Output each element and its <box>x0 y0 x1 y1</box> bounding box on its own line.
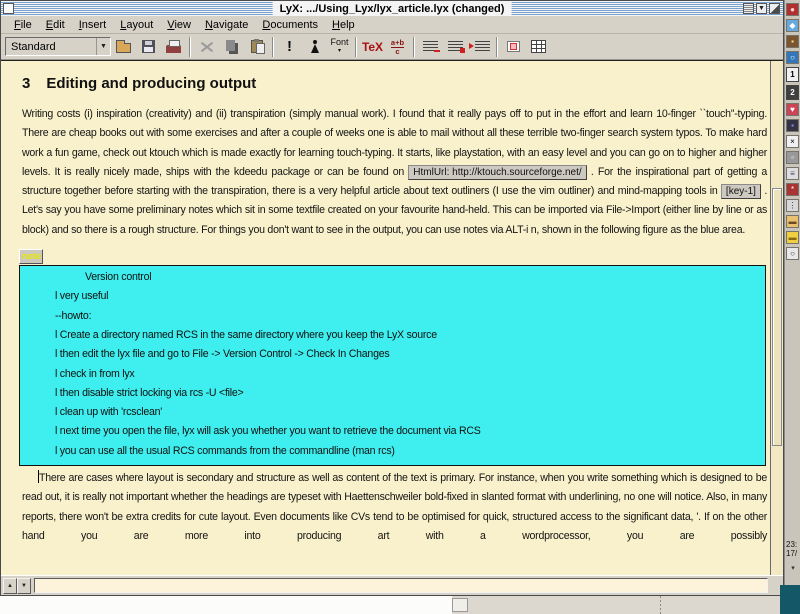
panel-app-icon-8[interactable]: ▫ <box>786 151 799 164</box>
panel-hide-button[interactable]: ▾ <box>791 565 795 572</box>
note-line: l clean up with 'rcsclean' <box>55 406 163 419</box>
vertical-scrollbar[interactable] <box>770 61 783 575</box>
font-icon: Font ▾ <box>330 36 349 54</box>
margin-note-icon <box>448 41 463 52</box>
panel-app-icon-7[interactable]: × <box>786 135 799 148</box>
emphasis-button[interactable] <box>277 35 302 59</box>
section-number: 3 <box>22 75 31 92</box>
note-line: l very useful <box>55 290 109 303</box>
paragraph-2-text: There are cases where layout is secondary and structure as well as content of the text is primary. For instance, when you write something which is designed to be read out, it is really not important whether the headings are typeset with Haettenschweiler bold-fixed in slanted format with underlining, no one will notice. Also, in many reports, there won't be extra credits for cute layout. Even documents like CVs tend to be optimised for quick, structured access to the significant data, '. If on the other hand you are more into producing art with a wordprocessor, you are possibly <box>22 472 768 542</box>
document-canvas[interactable] <box>1 61 770 575</box>
panel-app-icon-9[interactable]: ≡ <box>786 167 799 180</box>
scroll-down-button[interactable]: ▼ <box>17 578 31 594</box>
note-line: Version control <box>85 271 152 284</box>
note-line: l then edit the lyx file and go to File -> Version Control -> Check In Changes <box>55 348 390 361</box>
toolbar-separator <box>189 37 191 57</box>
menu-item[interactable]: Insert <box>78 18 107 31</box>
menu-item[interactable]: File <box>14 18 32 31</box>
panel-app-icon-3[interactable]: ▪ <box>786 35 799 48</box>
margin-note-button[interactable] <box>443 35 468 59</box>
toolbar-separator <box>496 37 498 57</box>
note-line: l check in from lyx <box>55 367 135 380</box>
save-floppy-icon <box>142 40 155 53</box>
scrollbar-thumb[interactable] <box>772 188 782 446</box>
copy-icon <box>226 40 235 51</box>
minibuffer-input[interactable] <box>34 578 768 593</box>
figure-icon <box>507 41 520 52</box>
print-button[interactable] <box>161 35 186 59</box>
paragraph-1: Writing costs (i) inspiration (creativity) and (ii) transpiration (simply manual work). I found that it really pays off to put in the effort and learn 10-finger ``touch''-typing. There are cheap books out with some exercises and after a couple of weeks one is able to mail without all these terrible two-finger search system typos. To make hard work a fun game, check out ktouch which is made exactly for learning touch-typing. It starts, like playstation, with an easy level and you can go on to higher and higher levels. It is really nicely made, ships with the kdeedu package or can be found on HtmlUrl: http://ktouch.sourceforge.net/ . For the inspirational part of getting a structure together before starting with the transpiration, there is a very helpful article about text outliners (I use the vim outliner) and mind-mapping tools in [key-1] . Let's say you have some preliminary notes which sit in some textfile created on your favourite hand-held. This can be imported via File->Import (either line by line or as block) and so there is a rough structure. For things you don't want to see in the output, you can use notes via ALT-i n, shown in the following figure as the blue area. <box>22 108 768 236</box>
tex-mode-button[interactable] <box>360 35 385 59</box>
pager-desktop-2[interactable]: 2 <box>786 85 799 100</box>
panel-folder-open-icon[interactable]: ▬ <box>786 231 799 244</box>
panel-icon-stack <box>785 3 800 260</box>
copy-button[interactable] <box>219 35 244 59</box>
pager-desktop-1[interactable]: 1 <box>786 67 799 82</box>
save-button[interactable] <box>136 35 161 59</box>
tex-icon: TeX <box>361 39 384 54</box>
window-title: LyX: .../Using_Lyx/lyx_article.lyx (changed) <box>273 2 512 16</box>
menu-item[interactable]: View <box>167 18 191 31</box>
insert-table-button[interactable] <box>526 35 551 59</box>
clock-date: 17/ <box>786 549 798 558</box>
kde-panel <box>784 0 800 586</box>
paste-clipboard-icon <box>251 40 263 53</box>
math-fraction-icon: $\frac{a+b}{c}$ <box>390 37 405 56</box>
clock-time: 23: <box>786 540 798 549</box>
exclamation-icon: ! <box>287 38 292 55</box>
panel-app-icon-10[interactable]: * <box>786 183 799 196</box>
minibuffer-bar <box>1 575 783 595</box>
table-grid-icon <box>531 40 546 53</box>
panel-app-icon-1[interactable]: ● <box>786 3 799 16</box>
toolbar-separator <box>355 37 357 57</box>
titlebar[interactable] <box>1 1 783 16</box>
scissors-icon <box>200 40 214 53</box>
panel-app-icon-2[interactable]: ◆ <box>786 19 799 32</box>
background-window-divider <box>660 596 661 614</box>
depth-button[interactable] <box>468 35 493 59</box>
paragraph-style-combo[interactable] <box>5 37 111 56</box>
menu-item[interactable]: Navigate <box>204 18 249 31</box>
background-window-fragment <box>0 596 452 614</box>
footnote-button[interactable] <box>418 35 443 59</box>
panel-app-icon-6[interactable]: ▪ <box>786 119 799 132</box>
desktop-background <box>0 596 784 614</box>
scroll-up-button[interactable]: ▲ <box>3 578 17 594</box>
note-line: l you can use all the usual RCS commands from the commandline (man rcs) <box>55 444 395 457</box>
background-window-teal <box>780 585 800 614</box>
insert-figure-button[interactable] <box>501 35 526 59</box>
note-line: --howto: <box>55 309 92 322</box>
note-line: l next time you open the file, lyx will ask you whether you want to retrieve the document via RCS <box>55 425 481 438</box>
section-title: Editing and producing output <box>46 75 257 92</box>
note-line: l Create a directory named RCS in the same directory where you keep the LyX source <box>55 328 437 341</box>
menu-item[interactable]: Documents <box>262 18 319 31</box>
section-heading <box>22 75 770 92</box>
open-folder-icon <box>116 43 131 53</box>
document-area <box>1 60 783 575</box>
math-mode-button[interactable] <box>385 35 410 59</box>
inset-chip[interactable]: [key-1] <box>721 184 761 199</box>
window-menu-button[interactable] <box>3 3 14 14</box>
panel-clock <box>786 540 797 558</box>
paragraph-style-value: Standard <box>11 40 56 53</box>
noun-button[interactable] <box>302 35 327 59</box>
toolbar <box>1 34 783 60</box>
paragraph-2 <box>22 469 767 546</box>
combo-dropdown-icon: ▼ <box>96 38 110 55</box>
toolbar-separator <box>272 37 274 57</box>
shade-button[interactable] <box>743 3 754 14</box>
note-line: l then disable strict locking via rcs -U <file> <box>55 386 244 399</box>
background-window-button <box>452 598 468 612</box>
person-icon <box>310 40 320 54</box>
panel-app-icon-4[interactable]: ○ <box>786 51 799 64</box>
free-font-button[interactable] <box>327 35 352 59</box>
footnote-icon <box>423 41 438 52</box>
open-button[interactable] <box>111 35 136 59</box>
paste-button[interactable] <box>244 35 269 59</box>
printer-icon <box>166 45 181 53</box>
note-inset-toggle[interactable]: note <box>19 249 43 264</box>
note-inset-content[interactable] <box>19 265 766 466</box>
menu-item[interactable]: Edit <box>45 18 65 31</box>
panel-clock-icon[interactable]: ○ <box>786 247 799 260</box>
paragraph-depth-icon <box>475 41 490 52</box>
iconify-button[interactable]: ▼ <box>756 3 767 14</box>
menu-item[interactable]: Help <box>332 18 355 31</box>
menubar <box>1 16 783 34</box>
menu-item[interactable]: Layout <box>120 18 154 31</box>
panel-folder-icon[interactable]: ▬ <box>786 215 799 228</box>
inset-chip[interactable]: HtmlUrl: http://ktouch.sourceforge.net/ <box>408 165 586 180</box>
panel-app-icon-5[interactable]: ♥ <box>786 103 799 116</box>
cut-button[interactable] <box>194 35 219 59</box>
toolbar-separator <box>413 37 415 57</box>
panel-app-icon-11[interactable]: ⋮ <box>786 199 799 212</box>
maximize-button[interactable] <box>769 3 780 14</box>
